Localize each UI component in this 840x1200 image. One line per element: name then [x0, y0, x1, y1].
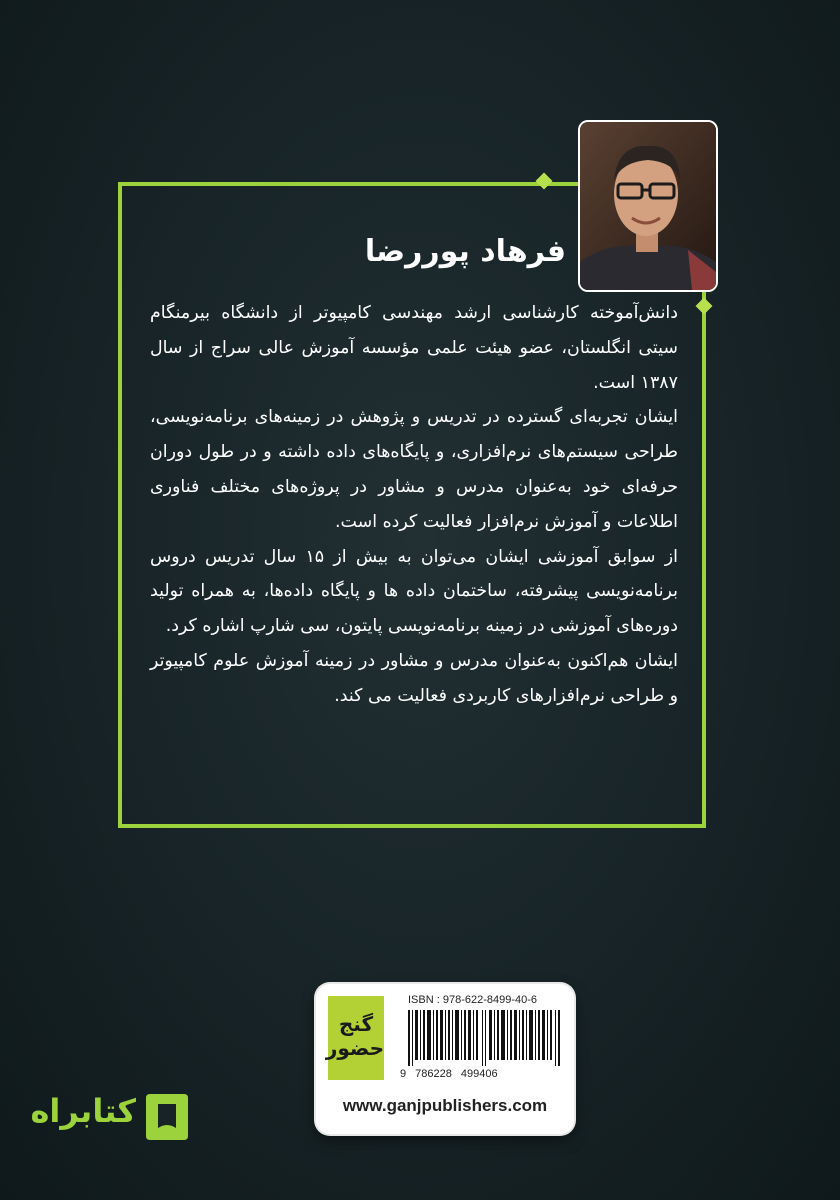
- barcode-icon: [408, 1010, 560, 1066]
- barcode-panel: [316, 984, 574, 1134]
- publisher-logo: [325, 996, 384, 1080]
- bio-paragraph: از سوابق آموزشی ایشان می‌توان به بیش از ۱۵ سال تدریس دروس برنامه‌نویسی پیشرفته، ساختمان داده ها و پایگاه داده‌ها، به همراه تولید دوره‌های آموزشی در زمینه برنامه‌نویسی پایتون، سی شارپ اشاره کرد.: [150, 546, 678, 637]
- ketabrah-logo: [30, 1084, 190, 1148]
- publisher-url: www.ganjpublishers.com: [342, 1096, 548, 1115]
- author-portrait-icon: [580, 122, 716, 290]
- ketabrah-logo-text: کتابراه: [30, 1092, 136, 1130]
- author-bio: [150, 296, 678, 714]
- isbn-label: ISBN : 978-622-8499-40-6: [408, 994, 538, 1006]
- author-photo: [578, 120, 718, 292]
- barcode-number: 9 786228 499406: [400, 1068, 498, 1080]
- bio-paragraph: ایشان تجربه‌ای گسترده در تدریس و پژوهش در زمینه‌های برنامه‌نویسی، طراحی سیستم‌های نرم‌افزاری، و پایگاه‌های داده داشته و در طول دوران حرفه‌ای خود به‌عنوان مدرس و مشاور در پروژه‌های مختلف فناوری اطلاعات و آموزش نرم‌افزار فعالیت کرده است.: [150, 407, 678, 532]
- bio-paragraph: ایشان هم‌اکنون به‌عنوان مدرس و مشاور در زمینه آموزش علوم کامپیوتر و طراحی نرم‌افزارهای کاربردی فعالیت می کند.: [150, 650, 678, 706]
- publisher-logo-text: گنج حضور: [325, 1012, 384, 1060]
- bio-paragraph: دانش‌آموخته کارشناسی ارشد مهندسی کامپیوتر از دانشگاه بیرمنگام سیتی انگلستان، عضو هیئت علمی مؤسسه آموزش عالی سراج از سال ۱۳۸۷ است.: [150, 303, 678, 393]
- author-name: فرهاد پوررضا: [364, 234, 566, 269]
- ketabrah-book-icon: [144, 1090, 190, 1144]
